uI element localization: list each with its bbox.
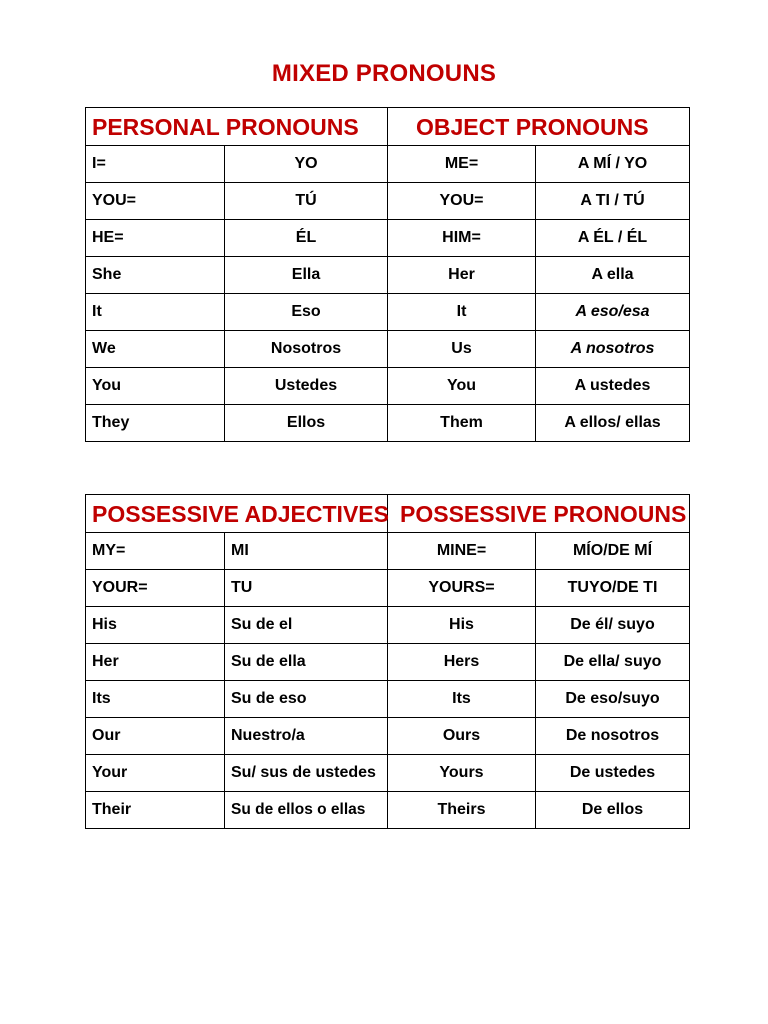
spanish-object: A ellos/ ellas bbox=[536, 405, 690, 442]
spanish-pronoun: ÉL bbox=[225, 220, 388, 257]
table-row bbox=[86, 533, 690, 570]
table-row bbox=[86, 718, 690, 755]
spanish-possessive: De ella/ suyo bbox=[536, 644, 690, 681]
spanish-object: A ella bbox=[536, 257, 690, 294]
possessive-table bbox=[85, 494, 690, 829]
header-possessive-adjectives: POSSESSIVE ADJECTIVES bbox=[86, 495, 388, 533]
english-pronoun: YOU= bbox=[86, 183, 225, 220]
english-object: Us bbox=[388, 331, 536, 368]
spanish-adjective: Su de el bbox=[225, 607, 388, 644]
header-possessive-pronouns: POSSESSIVE PRONOUNS bbox=[388, 495, 690, 533]
spanish-object: A TI / TÚ bbox=[536, 183, 690, 220]
spanish-object: A nosotros bbox=[536, 331, 690, 368]
english-pronoun: We bbox=[86, 331, 225, 368]
english-object: It bbox=[388, 294, 536, 331]
english-adjective: Your bbox=[86, 755, 225, 792]
spanish-possessive: De nosotros bbox=[536, 718, 690, 755]
spanish-adjective: Su de ellos o ellas bbox=[225, 792, 388, 829]
english-object: YOU= bbox=[388, 183, 536, 220]
spanish-adjective: MI bbox=[225, 533, 388, 570]
spanish-pronoun: Ustedes bbox=[225, 368, 388, 405]
spanish-possessive: De él/ suyo bbox=[536, 607, 690, 644]
table-row bbox=[86, 607, 690, 644]
english-possessive: YOURS= bbox=[388, 570, 536, 607]
table-row bbox=[86, 681, 690, 718]
english-pronoun: It bbox=[86, 294, 225, 331]
table-row bbox=[86, 257, 690, 294]
table-row bbox=[86, 405, 690, 442]
english-pronoun: HE= bbox=[86, 220, 225, 257]
english-adjective: Our bbox=[86, 718, 225, 755]
english-adjective: His bbox=[86, 607, 225, 644]
spanish-adjective: Nuestro/a bbox=[225, 718, 388, 755]
english-pronoun: You bbox=[86, 368, 225, 405]
spanish-object: A ustedes bbox=[536, 368, 690, 405]
table-row bbox=[86, 755, 690, 792]
english-possessive: Theirs bbox=[388, 792, 536, 829]
english-adjective: YOUR= bbox=[86, 570, 225, 607]
table-row bbox=[86, 294, 690, 331]
table-row bbox=[86, 220, 690, 257]
english-object: Her bbox=[388, 257, 536, 294]
table-row bbox=[86, 331, 690, 368]
spanish-pronoun: Ella bbox=[225, 257, 388, 294]
table-row bbox=[86, 183, 690, 220]
english-adjective: Its bbox=[86, 681, 225, 718]
english-adjective: Their bbox=[86, 792, 225, 829]
spanish-object: A eso/esa bbox=[536, 294, 690, 331]
english-possessive: Its bbox=[388, 681, 536, 718]
spanish-possessive: MÍO/DE MÍ bbox=[536, 533, 690, 570]
table-row bbox=[86, 570, 690, 607]
spanish-possessive: De ustedes bbox=[536, 755, 690, 792]
spanish-pronoun: TÚ bbox=[225, 183, 388, 220]
table-row bbox=[86, 644, 690, 681]
english-adjective: MY= bbox=[86, 533, 225, 570]
english-possessive: His bbox=[388, 607, 536, 644]
spanish-adjective: Su de ella bbox=[225, 644, 388, 681]
english-possessive: Yours bbox=[388, 755, 536, 792]
spanish-adjective: Su/ sus de ustedes bbox=[225, 755, 388, 792]
personal-object-pronouns-table bbox=[85, 107, 690, 442]
english-possessive: Ours bbox=[388, 718, 536, 755]
spanish-object: A MÍ / YO bbox=[536, 146, 690, 183]
table-header-row bbox=[86, 495, 690, 533]
table-row bbox=[86, 146, 690, 183]
spanish-pronoun: Ellos bbox=[225, 405, 388, 442]
table-row bbox=[86, 792, 690, 829]
english-pronoun: I= bbox=[86, 146, 225, 183]
spanish-possessive: De eso/suyo bbox=[536, 681, 690, 718]
spanish-object: A ÉL / ÉL bbox=[536, 220, 690, 257]
spanish-possessive: TUYO/DE TI bbox=[536, 570, 690, 607]
spanish-pronoun: YO bbox=[225, 146, 388, 183]
english-adjective: Her bbox=[86, 644, 225, 681]
english-possessive: Hers bbox=[388, 644, 536, 681]
english-pronoun: They bbox=[86, 405, 225, 442]
spanish-adjective: TU bbox=[225, 570, 388, 607]
english-possessive: MINE= bbox=[388, 533, 536, 570]
header-personal-pronouns: PERSONAL PRONOUNS bbox=[86, 108, 388, 146]
english-object: You bbox=[388, 368, 536, 405]
spanish-pronoun: Nosotros bbox=[225, 331, 388, 368]
english-object: Them bbox=[388, 405, 536, 442]
table-row bbox=[86, 368, 690, 405]
english-object: HIM= bbox=[388, 220, 536, 257]
english-object: ME= bbox=[388, 146, 536, 183]
header-object-pronouns: OBJECT PRONOUNS bbox=[388, 108, 690, 146]
spanish-possessive: De ellos bbox=[536, 792, 690, 829]
page-title: MIXED PRONOUNS bbox=[271, 60, 497, 87]
spanish-pronoun: Eso bbox=[225, 294, 388, 331]
english-pronoun: She bbox=[86, 257, 225, 294]
spanish-adjective: Su de eso bbox=[225, 681, 388, 718]
table-header-row bbox=[86, 108, 690, 146]
